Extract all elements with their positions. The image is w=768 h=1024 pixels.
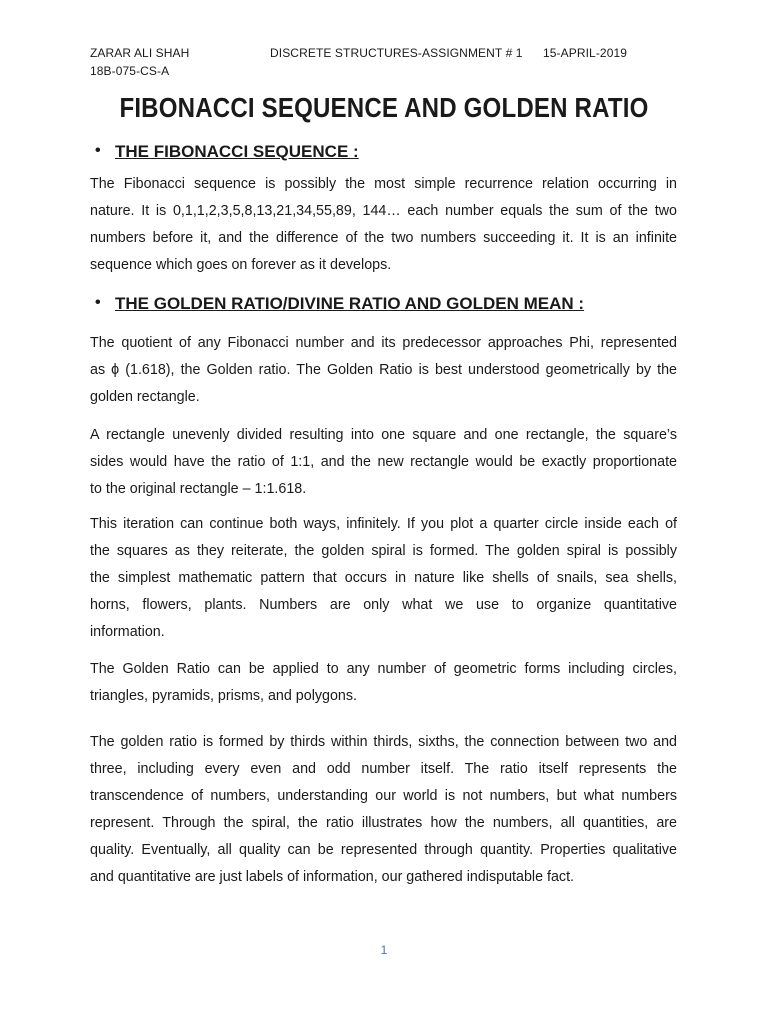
text-line: golden rectangle. (90, 389, 200, 405)
document-date: 15-APRIL-2019 (543, 46, 628, 60)
paragraph-quotient (90, 330, 677, 411)
text-line: sides would have the ratio of 1:1, and the new rectangle would be exactly proportionate (90, 454, 677, 470)
text-line: three, including every even and odd number itself. The ratio itself represents the (90, 761, 677, 777)
text-line: The Fibonacci sequence is possibly the most simple recurrence relation occurring in (90, 176, 677, 192)
text-line: A rectangle unevenly divided resulting into one square and one rectangle, the square’s (90, 427, 677, 443)
text-line: sequence which goes on forever as it develops. (90, 257, 392, 273)
paragraph-geometric-forms (90, 656, 677, 710)
text-line: numbers before it, and the difference of the two numbers succeeding it. It is an infinite (90, 230, 677, 246)
text-line: The Golden Ratio can be applied to any number of geometric forms including circles, (90, 661, 677, 677)
text-line: triangles, pyramids, prisms, and polygons. (90, 688, 357, 704)
text-line: nature. It is 0,1,1,2,3,5,8,13,21,34,55,89, 144… each number equals the sum of the two (90, 203, 677, 219)
text-line: the simplest mathematic pattern that occurs in nature like shells of snails, sea shells, (90, 570, 677, 586)
text-line: represent. Through the spiral, the ratio illustrates how the numbers, all quantities, are (90, 815, 677, 831)
text-line: quality. Eventually, all quality can be represented through quantity. Properties qualitative (90, 842, 677, 858)
paragraph-fibonacci (90, 171, 677, 279)
paragraph-thirds (90, 729, 677, 891)
roll-number: 18B-075-CS-A (90, 64, 170, 78)
author-name: ZARAR ALI SHAH (90, 46, 190, 60)
document-title: FIBONACCI SEQUENCE AND GOLDEN RATIO (119, 92, 649, 123)
page-number: 1 (380, 943, 388, 957)
section-heading-fibonacci: • THE FIBONACCI SEQUENCE : (115, 142, 359, 162)
text-line: The quotient of any Fibonacci number and its predecessor approaches Phi, represented (90, 335, 677, 351)
text-line: This iteration can continue both ways, infinitely. If you plot a quarter circle inside each of (90, 516, 677, 532)
text-line: information. (90, 624, 165, 640)
text-line: The golden ratio is formed by thirds within thirds, sixths, the connection between two and (90, 734, 677, 750)
paragraph-iteration (90, 511, 677, 646)
section-heading-golden-ratio: • THE GOLDEN RATIO/DIVINE RATIO AND GOLDEN MEAN : (115, 294, 584, 314)
text-line: horns, flowers, plants. Numbers are only what we use to organize quantitative (90, 597, 677, 613)
text-line: transcendence of numbers, understanding our world is not numbers, but what numbers (90, 788, 677, 804)
text-line: the squares as they reiterate, the golden spiral is formed. The golden spiral is possibly (90, 543, 677, 559)
text-line: to the original rectangle – 1:1.618. (90, 481, 307, 497)
paragraph-rectangle (90, 422, 677, 503)
course-assignment: DISCRETE STRUCTURES-ASSIGNMENT # 1 (270, 46, 523, 60)
text-line: and quantitative are just labels of information, our gathered indisputable fact. (90, 869, 575, 885)
text-line: as ϕ (1.618), the Golden ratio. The Golden Ratio is best understood geometrically by the (90, 362, 677, 378)
